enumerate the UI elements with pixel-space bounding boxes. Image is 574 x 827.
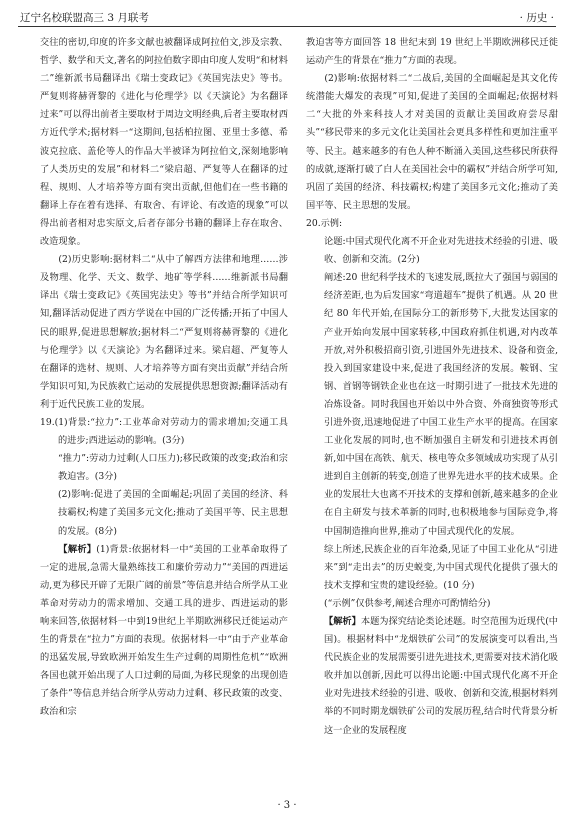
paragraph-text: 综上所述,民族企业的百年沧桑,见证了中国工业化从“引进来”到“走出去”的历史蜕变,为中国式现代化提供了强大的技术支撑和宝贵的建设经验。(10 分)	[324, 543, 558, 591]
answer-paragraph	[306, 70, 558, 215]
right-column	[306, 34, 558, 740]
answer-paragraph	[306, 215, 558, 233]
analysis-tag: 【解析】	[58, 543, 97, 555]
page-header	[18, 8, 556, 27]
answer-paragraph	[306, 269, 558, 540]
paragraph-text: 交往的密切,印度的许多文献也被翻译成阿拉伯文,涉及宗教、哲学、数学和天文,著名的阿拉伯数字即由印度人发明“和材料二”维新派书局翻译出《瑞士变政记》《英国宪法史》等书。严复则将赫胥黎的《进化与伦理学》以《天演论》为名翻译过来”可以得出前者主要取材于周边文明经典,后者主要取材西方近代学术;据材料一“这期间,包括柏拉图、亚里士多德、希波克拉底、盖伦等人的作品大半被译为阿拉伯文,深刻地影响了人类历史的发展”和材料二“梁启超、严复等人在翻译的过程、规则、人才培养等方面有突出贡献,但他们在一些书籍的翻译上存在着有选择、有取舍、有评论、有改造的现象”可以得出前者相对忠实原文,后者存部分书籍的翻译上存在取舍、改造现象。	[40, 37, 288, 248]
paragraph-text: 本题为探究结论类论述题。时空范围为近现代(中国)。根据材料中“龙烟铁矿公司”的发展演变可以看出,当代民族企业的发展需要引进先进技术,更需要对技术消化吸收并加以创新,因此可以得出论题:中国式现代化离不开企业对先进技术经验的引进、吸收、创新和交流,根据材料列举的不同时期龙烟铁矿公司的发展历程,结合时代背景分析这一企业的发展程度	[324, 616, 558, 736]
page-number: · 3 ·	[277, 800, 297, 811]
analysis-tag: 【解析】	[324, 616, 361, 627]
paragraph-text: 教迫害等方面回答 18 世纪末到 19 世纪上半期欧洲移民迁徙运动产生的背景在“推力”方面的表现。	[306, 37, 558, 67]
answer-paragraph	[306, 233, 558, 269]
paragraph-text: “推力”:劳动力过剩(人口压力);移民政策的改变;政治和宗教迫害。(3分)	[58, 453, 288, 483]
paragraph-text: (2)影响:促进了美国的全面崛起;巩固了美国的经济、科技霸权;构建了美国多元文化;推动了美国平等、民主思想的发展。(8分)	[58, 489, 288, 537]
left-column	[40, 34, 288, 722]
answer-paragraph	[306, 595, 558, 613]
paragraph-text: 19.(1)背景:“拉力”:工业革命对劳动力的需求增加;交通工具的进步;西进运动的影响。(3分)	[40, 416, 288, 447]
exam-title: 辽宁名校联盟高三 3 月联考	[20, 12, 149, 24]
answer-paragraph	[306, 34, 558, 70]
answer-paragraph	[40, 414, 288, 450]
answer-paragraph	[306, 613, 558, 740]
answer-paragraph	[40, 541, 288, 722]
paragraph-text: 20.示例:	[306, 217, 343, 229]
answer-paragraph	[40, 486, 288, 540]
answer-paragraph	[40, 251, 288, 414]
paragraph-text: (2)影响:依据材料二“二战后,美国的全面崛起是其文化传统潜能大爆发的表现”可知,促进了美国的全面崛起;依据材料二“大批的外来科技人才对美国的贡献让美国政府尝尽甜头”“移民带来的多元文化让美国社会更具多样性和更加注重平等、民主。越来越多的有色人种不断涌入美国,这些移民所获得的成就,逐渐打破了白人在美国社会中的霸权”并结合所学可知,巩固了美国的经济、科技霸权;构建了美国多元文化;推动了美国平等、民主思想的发展。	[306, 73, 558, 211]
paragraph-text: 论题:中国式现代化离不开企业对先进技术经验的引进、吸收、创新和交流。(2分)	[324, 236, 558, 266]
answer-paragraph	[40, 34, 288, 251]
answer-paragraph	[40, 450, 288, 486]
subject-label: · 历史 ·	[519, 12, 554, 24]
paragraph-text: (2)历史影响:据材料二“从中了解西方法律和地理……涉及物理、化学、天文、数学、地矿等学科……维新派书局翻译出《瑞士变政记》《英国宪法史》等书”并结合所学知识可知,翻译活动促进了西方学说在中国的广泛传播;开拓了中国人民的眼界,促进思想解放;据材料二“严复则将赫胥黎的《进化与伦理学》以《天演论》为名翻译过来。梁启超、严复等人在翻译的选材、规则、人才培养等方面有突出贡献”并结合所学知识可知,为民族救亡运动的发展提供思想资源;翻译活动有利于近代民族工业的发展。	[40, 254, 288, 410]
answer-paragraph	[306, 541, 558, 595]
paragraph-text: 阐述:20 世纪科学技术的飞速发展,既拉大了强国与弱国的经济差距,也为后发国家“弯道超车”提供了机遇。从 20 世纪 80 年代开始,在国际分工的新形势下,大批发达国家的产业开始向发展中国家转移,中国政府抓住机遇,对内改革开放,对外积极招商引资,引进国外先进技术、设备和资金,投入到国家建设中来,促进了我国经济的发展。鞍钢、宝钢、首钢等钢铁企业也在这一时期引进了一批技术先进的冶炼设备。同时我国也开始以中外合资、外商独资等形式引进外资,迅速地促进了中国工业生产水平的提高。在国家工业化发展的同时,也不断加强自主研发和引进技术再创新,如中国在高铁、航天、核电等众多领域成功实现了从引进到自主创新的转变,创造了世界先进水平的技术成果。企业的发展壮大也离不开技术的支撑和创新,越来越多的企业在自主研发与技术革新的同时,也积极地参与国际竞争,将中国制造推向世界,推动了中国式现代化的发展。	[324, 272, 558, 537]
paragraph-text: (“示例”仅供参考,阐述合理亦可酌情给分)	[324, 597, 491, 609]
paragraph-text: (1)背景:依据材料一中“美国的工业革命取得了一定的进展,急需大量熟练技工和廉价劳动力”“美国的西进运动,更为移民开辟了无限广阔的前景”等信息并结合所学从工业革命对劳动力的需求增加、交通工具的进步、西进运动的影响来回答,依据材料一中到19世纪上半期欧洲移民迁徙运动产生的背景在“拉力”方面的表现。依据材料一中“由于产业革命的迅猛发展,导致欧洲开始发生生产过剩的周期性危机”“欧洲各国也就开始出现了人口过剩的局面,为移民现象的出现创造了条件”等信息并结合所学从劳动力过剩、移民政策的改变、政治和宗	[40, 543, 289, 718]
